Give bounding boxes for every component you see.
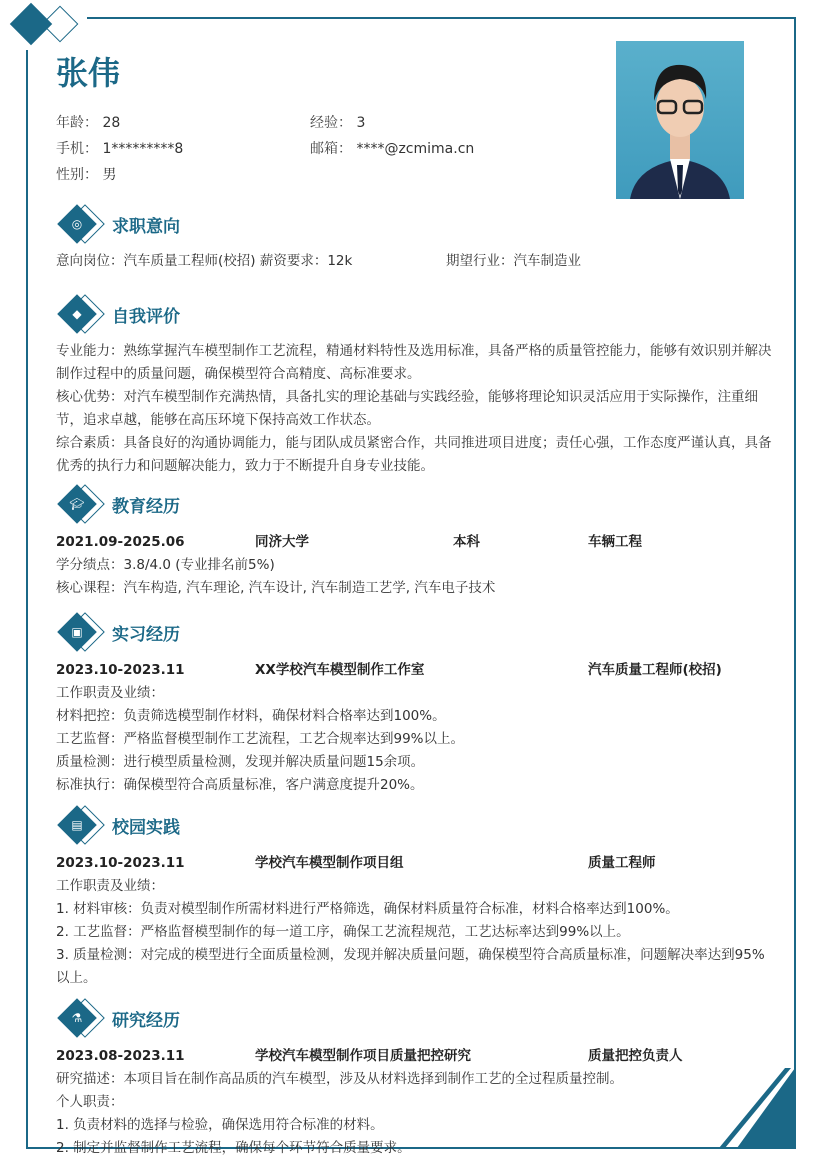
section-title: 求职意向 (112, 216, 180, 237)
line: 研究描述：本项目旨在制作高品质的汽车模型，涉及从材料选择到制作工艺的全过程质量控制。 (56, 1071, 623, 1087)
section-self-evaluation (56, 294, 776, 478)
line: 2. 工艺监督：严格监督模型制作的每一道工序，确保工艺流程规范，工艺达标率达到99%以上。 (56, 924, 630, 940)
organization: 学校汽车模型制作项目组 (255, 855, 404, 871)
organization: XX学校汽车模型制作工作室 (255, 662, 425, 678)
section-title: 自我评价 (112, 306, 180, 327)
line: 个人职责： (56, 1094, 124, 1110)
intent-industry: 期望行业：汽车制造业 (446, 253, 581, 269)
role: 质量把控负责人 (588, 1048, 683, 1064)
experience-field: 经验： 3 (310, 115, 366, 131)
role: 汽车质量工程师(校招) (588, 662, 722, 678)
school: 同济大学 (255, 534, 309, 550)
line: 2. 制定并监督制作工艺流程，确保每个环节符合质量要求。 (56, 1140, 411, 1156)
gender-field: 性别： 男 (56, 167, 117, 183)
candidate-name: 张伟 (56, 54, 121, 92)
line: 1. 负责材料的选择与检验，确保选用符合标准的材料。 (56, 1117, 384, 1133)
frame-top (87, 17, 796, 19)
line: 工作职责及业绩： (56, 685, 164, 701)
section-campus (56, 805, 776, 990)
line: 学分绩点：3.8/4.0 (专业排名前5%) (56, 557, 275, 573)
organization: 学校汽车模型制作项目质量把控研究 (255, 1048, 471, 1064)
building-icon: ▤ (56, 805, 106, 845)
paragraph: 专业能力：熟练掌握汽车模型制作工艺流程，精通材料特性及选用标准，具备严格的质量管控能力，能够有效识别并解决制作过程中的质量问题，确保模型符合高精度、高标准要求。 (56, 343, 772, 382)
section-research (56, 998, 776, 1160)
line: 核心课程：汽车构造, 汽车理论, 汽车设计, 汽车制造工艺学, 汽车电子技术 (56, 580, 496, 596)
age-field: 年龄： 28 (56, 115, 121, 131)
email-field: 邮箱： ****@zcmima.cn (310, 141, 475, 157)
section-title: 实习经历 (112, 624, 180, 645)
section-title: 教育经历 (112, 496, 180, 517)
line: 工艺监督：严格监督模型制作工艺流程，工艺合规率达到99%以上。 (56, 731, 465, 747)
line: 质量检测：进行模型质量检测，发现并解决质量问题15余项。 (56, 754, 425, 770)
corner-diamond-outline (42, 6, 79, 43)
section-job-intent (56, 204, 776, 273)
intent-line: 意向岗位：汽车质量工程师(校招) 薪资要求：12k (56, 253, 353, 269)
date: 2021.09-2025.06 (56, 534, 185, 550)
paragraph: 核心优势：对汽车模型制作充满热情，具备扎实的理论基础与实践经验，能够将理论知识灵活应用于实际操作，注重细节，追求卓越，能够在高压环境下保持高效工作状态。 (56, 389, 758, 428)
role: 质量工程师 (588, 855, 656, 871)
phone-field: 手机： 1*********8 (56, 141, 184, 157)
section-title: 研究经历 (112, 1010, 180, 1031)
section-title: 校园实践 (112, 817, 180, 838)
paragraph: 综合素质：具备良好的沟通协调能力，能与团队成员紧密合作，共同推进项目进度；责任心强，工作态度严谨认真，具备优秀的执行力和问题解决能力，致力于不断提升自身专业技能。 (56, 435, 772, 474)
line: 1. 材料审核：负责对模型制作所需材料进行严格筛选，确保材料质量符合标准，材料合格率达到100%。 (56, 901, 679, 917)
line: 工作职责及业绩： (56, 878, 164, 894)
graduation-cap-icon: 🎓︎ (56, 484, 106, 524)
date: 2023.08-2023.11 (56, 1048, 185, 1064)
line: 材料把控：负责筛选模型制作材料，确保材料合格率达到100%。 (56, 708, 446, 724)
degree: 本科 (453, 534, 480, 550)
major: 车辆工程 (588, 534, 642, 550)
section-internship (56, 612, 776, 797)
date: 2023.10-2023.11 (56, 662, 185, 678)
diamond-icon: ◆ (56, 294, 106, 334)
frame-right (794, 17, 796, 1148)
line: 标准执行：确保模型符合高质量标准，客户满意度提升20%。 (56, 777, 424, 793)
target-icon: ◎ (56, 204, 106, 244)
profile-photo (616, 41, 744, 199)
line: 3. 质量检测：对完成的模型进行全面质量检测，发现并解决质量问题，确保模型符合高质量标准，问题解决率达到95%以上。 (56, 947, 765, 986)
frame-left (26, 50, 28, 1148)
section-education (56, 484, 776, 600)
briefcase-icon: ▣ (56, 612, 106, 652)
flask-icon: ⚗ (56, 998, 106, 1038)
date: 2023.10-2023.11 (56, 855, 185, 871)
